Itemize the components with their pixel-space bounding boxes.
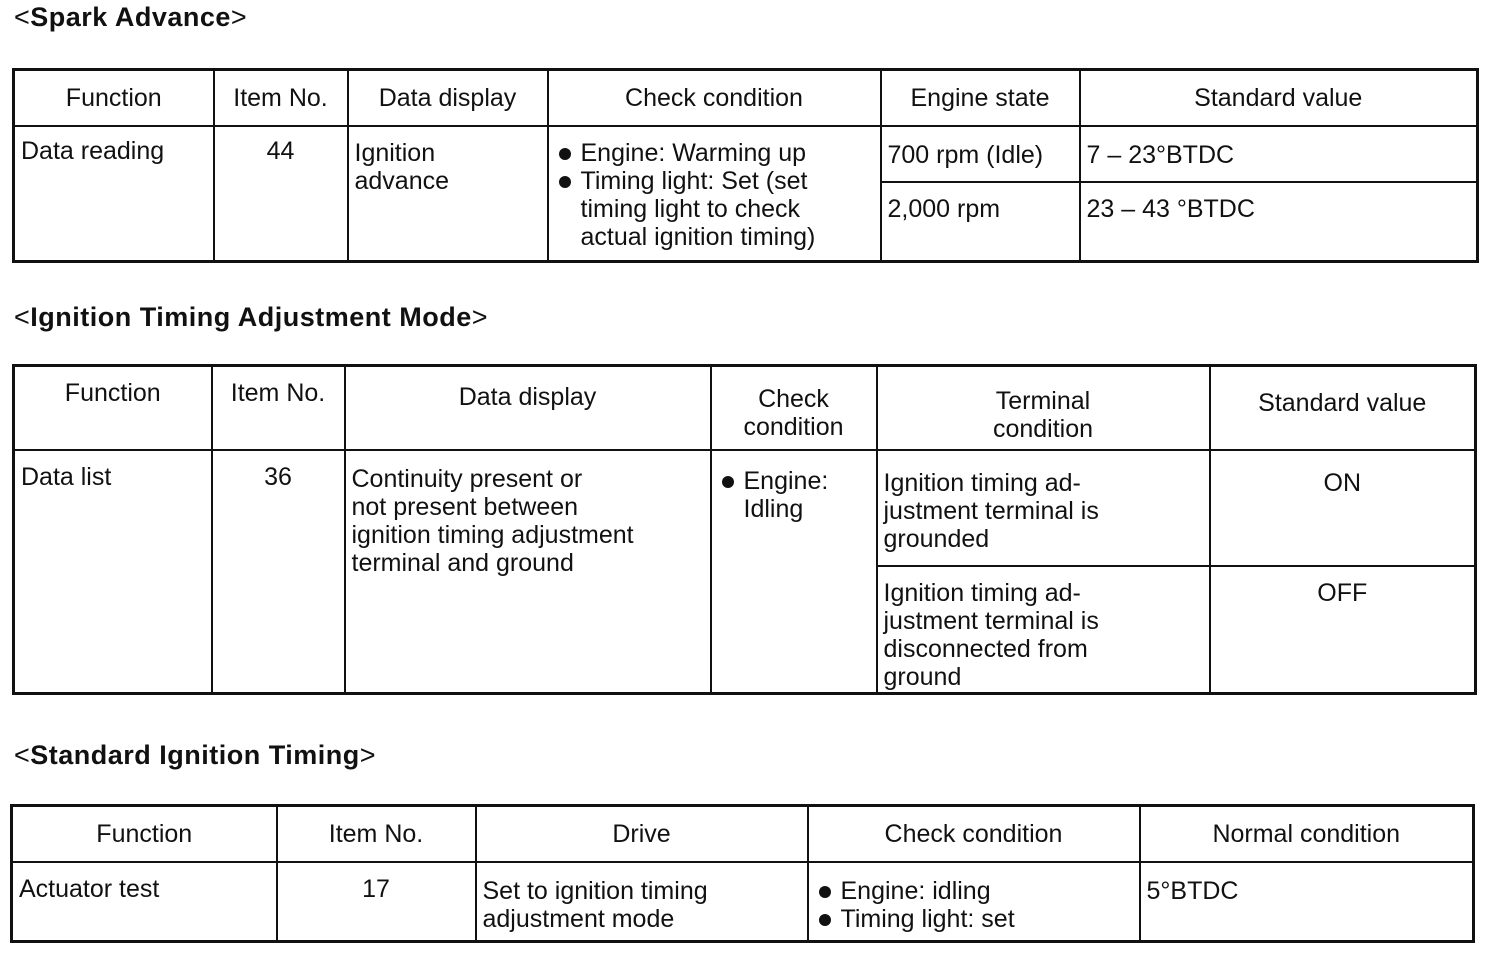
cell-engine-state: 2,000 rpm — [881, 182, 1080, 262]
section-title-text: Standard Ignition Timing — [30, 740, 360, 770]
cell-item-no: 36 — [212, 450, 345, 694]
table-row — [14, 126, 1478, 182]
table-header-row — [12, 806, 1474, 862]
cell-check-condition — [808, 862, 1140, 942]
table-row — [14, 450, 1476, 566]
header-standard-value: Standard value — [1210, 366, 1476, 450]
header-data-display: Data display — [345, 366, 711, 450]
section-title-text: Spark Advance — [30, 2, 231, 32]
cell-data-display: Ignition advance — [348, 126, 548, 262]
table-row — [12, 862, 1474, 942]
header-function: Function — [14, 366, 212, 450]
cell-data-display: Continuity present or not present between ignition timing adjustment terminal and ground — [345, 450, 711, 694]
table-header-row — [14, 366, 1476, 450]
section-title-spark-advance: <Spark Advance> — [14, 2, 248, 32]
ignition-timing-adjustment-table — [12, 364, 1477, 695]
header-terminal-condition: Terminal condition — [877, 366, 1210, 450]
check-condition-list — [555, 139, 874, 251]
cell-terminal-condition: Ignition timing ad- justment terminal is disconnected from ground — [877, 566, 1210, 694]
cell-check-condition — [711, 450, 877, 694]
cell-engine-state: 700 rpm (Idle) — [881, 126, 1080, 182]
cell-standard-value: ON — [1210, 450, 1476, 566]
list-item: Engine: Warming up — [555, 139, 874, 167]
header-item-no: Item No. — [214, 70, 348, 126]
list-item: Engine: idling — [815, 877, 1133, 905]
cell-function: Data reading — [14, 126, 214, 262]
cell-standard-value: 7 – 23°BTDC — [1080, 126, 1478, 182]
header-normal-condition: Normal condition — [1140, 806, 1474, 862]
header-function: Function — [12, 806, 277, 862]
cell-terminal-condition: Ignition timing ad- justment terminal is grounded — [877, 450, 1210, 566]
cell-item-no: 17 — [277, 862, 476, 942]
cell-normal-condition: 5°BTDC — [1140, 862, 1474, 942]
header-item-no: Item No. — [277, 806, 476, 862]
list-item: Timing light: set — [815, 905, 1133, 933]
header-item-no: Item No. — [212, 366, 345, 450]
check-condition-list — [815, 877, 1133, 933]
cell-item-no: 44 — [214, 126, 348, 262]
table-header-row — [14, 70, 1478, 126]
section-title-standard-ignition-timing: <Standard Ignition Timing> — [14, 740, 377, 770]
header-standard-value: Standard value — [1080, 70, 1478, 126]
header-drive: Drive — [476, 806, 808, 862]
list-item: Timing light: Set (set timing light to check actual ignition timing) — [555, 167, 874, 251]
header-data-display: Data display — [348, 70, 548, 126]
cell-drive: Set to ignition timing adjustment mode — [476, 862, 808, 942]
section-title-text: Ignition Timing Adjustment Mode — [30, 302, 472, 332]
cell-standard-value: 23 – 43 °BTDC — [1080, 182, 1478, 262]
section-title-ignition-timing-adjustment: <Ignition Timing Adjustment Mode> — [14, 302, 489, 332]
cell-standard-value: OFF — [1210, 566, 1476, 694]
cell-function: Data list — [14, 450, 212, 694]
cell-check-condition — [548, 126, 881, 262]
header-check-condition: Check condition — [548, 70, 881, 126]
header-check-condition: Check condition — [808, 806, 1140, 862]
header-engine-state: Engine state — [881, 70, 1080, 126]
list-item: Engine: Idling — [718, 467, 870, 523]
cell-function: Actuator test — [12, 862, 277, 942]
header-function: Function — [14, 70, 214, 126]
standard-ignition-timing-table — [10, 804, 1475, 943]
spark-advance-table — [12, 68, 1479, 263]
header-check-condition: Check condition — [711, 366, 877, 450]
check-condition-list — [718, 467, 870, 523]
